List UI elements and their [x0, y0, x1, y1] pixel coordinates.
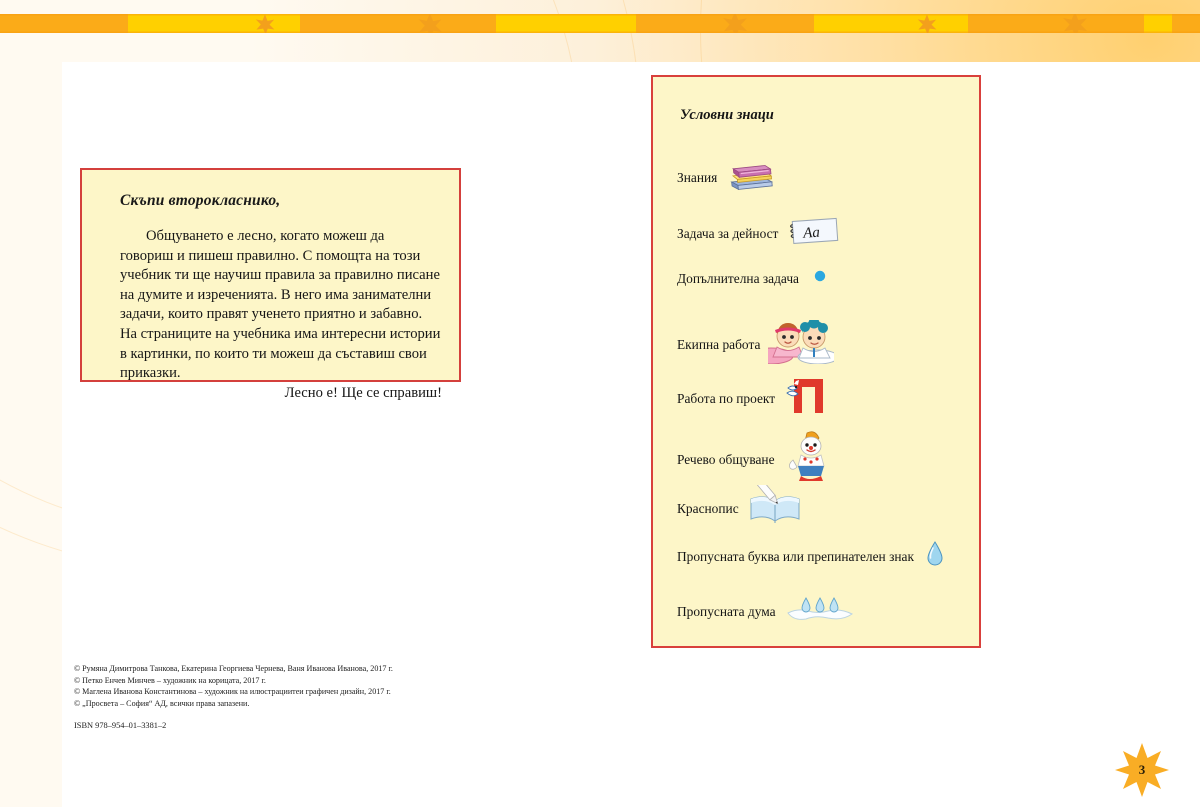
legend-item-label: Речево общуване — [677, 451, 775, 467]
copyright-line: © „Просвета – София“ АД, всички права запазени. — [74, 698, 250, 708]
legend-item-calligraphy — [677, 485, 803, 532]
red-letter-p-icon — [783, 375, 833, 422]
copyright-line: © Петко Енчев Минчев – художник на корицата, 2017 г. — [74, 675, 266, 685]
legend-item-missing-letter — [677, 541, 944, 572]
legend-item-label: Задача за дейност — [677, 225, 779, 241]
two-children-icon — [768, 320, 834, 369]
legend-item-project-work — [677, 375, 833, 422]
legend-item-activity-task — [677, 215, 842, 252]
notepad-aa-card-icon — [786, 215, 842, 252]
greeting-body: Общуването е лесно, когато можеш да говориш и пишеш правилно. С помощта на този учебник ти ще научиш правила за правилно писане на думите и изреченията. В него има занимателни задачи, които правят ученето приятно и забавно. На страниците на учебника има интересни истории в картинки, по които ти можеш да съставиш свои приказки. — [120, 228, 441, 382]
legend-item-speech-communication — [677, 430, 839, 489]
three-water-drops-icon — [784, 595, 856, 628]
greeting-title: Скъпи второкласнико, — [120, 192, 281, 209]
legend-item-team-work — [677, 320, 834, 369]
greeting-closing: Лесно е! Ще се справиш! — [284, 384, 442, 401]
legend-item-label: Знания — [677, 169, 718, 185]
legend-item-label: Екипна работа — [677, 336, 761, 352]
legend-item-label: Пропусната дума — [677, 603, 776, 619]
stack-of-books-icon — [725, 160, 777, 195]
jester-character-icon — [783, 430, 839, 489]
legend-item-missing-word — [677, 595, 856, 628]
legend-item-extra-task — [677, 269, 827, 288]
legend-item-label: Работа по проект — [677, 390, 776, 406]
legend-item-knowledge — [677, 160, 777, 195]
legend-item-label: Краснопис — [677, 500, 739, 516]
greeting-box — [80, 168, 461, 401]
svg-text:Aa: Aa — [803, 224, 821, 242]
page-number-badge — [1114, 742, 1170, 798]
legend-item-label: Пропусната буква или препинателен знак — [677, 548, 914, 564]
copyright-line: © Маглена Иванова Константинова – художник на илюстрациитеи графичен дизайн, 2017 г. — [74, 687, 391, 697]
open-book-with-pencil-icon — [747, 485, 803, 532]
copyright-block — [74, 663, 554, 730]
blue-dot-icon — [813, 269, 827, 288]
legend-item-label: Допълнителна задача — [677, 270, 799, 286]
water-drop-icon — [926, 541, 944, 572]
legend-title: Условни знаци — [680, 107, 774, 123]
page-number: 3 — [1138, 762, 1146, 777]
decorative-top-band — [0, 14, 1200, 33]
top-band-stripes — [0, 14, 1200, 33]
isbn-text: ISBN 978–954–01–3381–2 — [74, 721, 167, 731]
copyright-line: © Румяна Димитрова Танкова, Екатерина Георгиева Чернева, Ваня Иванова Иванова, 2017 г. — [74, 664, 393, 673]
legend-box — [651, 75, 981, 648]
